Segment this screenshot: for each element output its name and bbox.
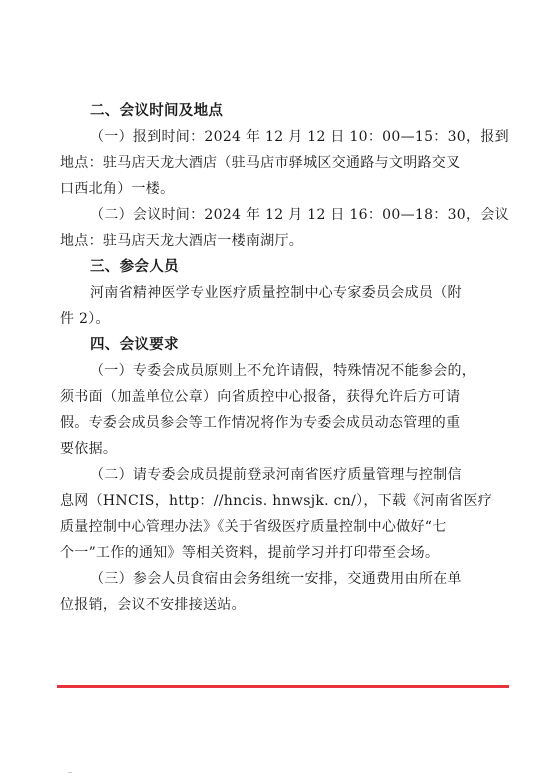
paragraph-line: （三）参会人员食宿由会务组统一安排，交通费用由所在单 [90,571,462,587]
paragraph-line: 河南省精神医学专业医疗质量控制中心专家委员会成员（附 [90,285,462,301]
section-heading-meeting-requirements: 四、会议要求 [90,337,179,353]
paragraph-line: 位报销，会议不安排接送站。 [60,597,246,613]
document-body [60,98,509,618]
paragraph-line: 地点：驻马店天龙大酒店一楼南湖厅。 [60,233,304,249]
paragraph-line: 地点：驻马店天龙大酒店（驻马店市驿城区交通路与文明路交叉 [60,155,461,171]
section-heading-meeting-time-location: 二、会议时间及地点 [90,103,224,119]
paragraph-line: 件 2）。 [60,311,110,327]
section-heading-attendees: 三、参会人员 [90,259,179,275]
scan-mark [68,772,72,773]
paragraph-line: 个一”工作的通知》等相关资料，提前学习并打印带至会场。 [60,545,440,561]
paragraph-line: 假。专委会成员参会等工作情况将作为专委会成员动态管理的重 [60,415,461,431]
paragraph-line: （一）专委会成员原则上不允许请假，特殊情况不能参会的， [90,363,477,379]
paragraph-line: 质量控制中心管理办法》《关于省级医疗质量控制中心做好“七 [60,519,447,535]
paragraph-line: （二）会议时间：2024 年 12 月 12 日 16：00—18：30，会议 [90,207,509,223]
paragraph-line: （一）报到时间：2024 年 12 月 12 日 10：00—15：30，报到 [90,129,509,145]
paragraph-line: （二）请专委会成员提前登录河南省医疗质量管理与控制信 [90,467,462,483]
paragraph-line: 要依据。 [60,441,118,457]
paragraph-line: 口西北角）一楼。 [60,181,175,197]
paragraph-line: 须书面（加盖单位公章）向省质控中心报备，获得允许后方可请 [60,389,461,405]
red-divider-rule [57,685,509,688]
paragraph-line: 息网（HNCIS，http：//hncis. hnwsjk. cn/），下载《河南省医疗 [60,493,493,509]
